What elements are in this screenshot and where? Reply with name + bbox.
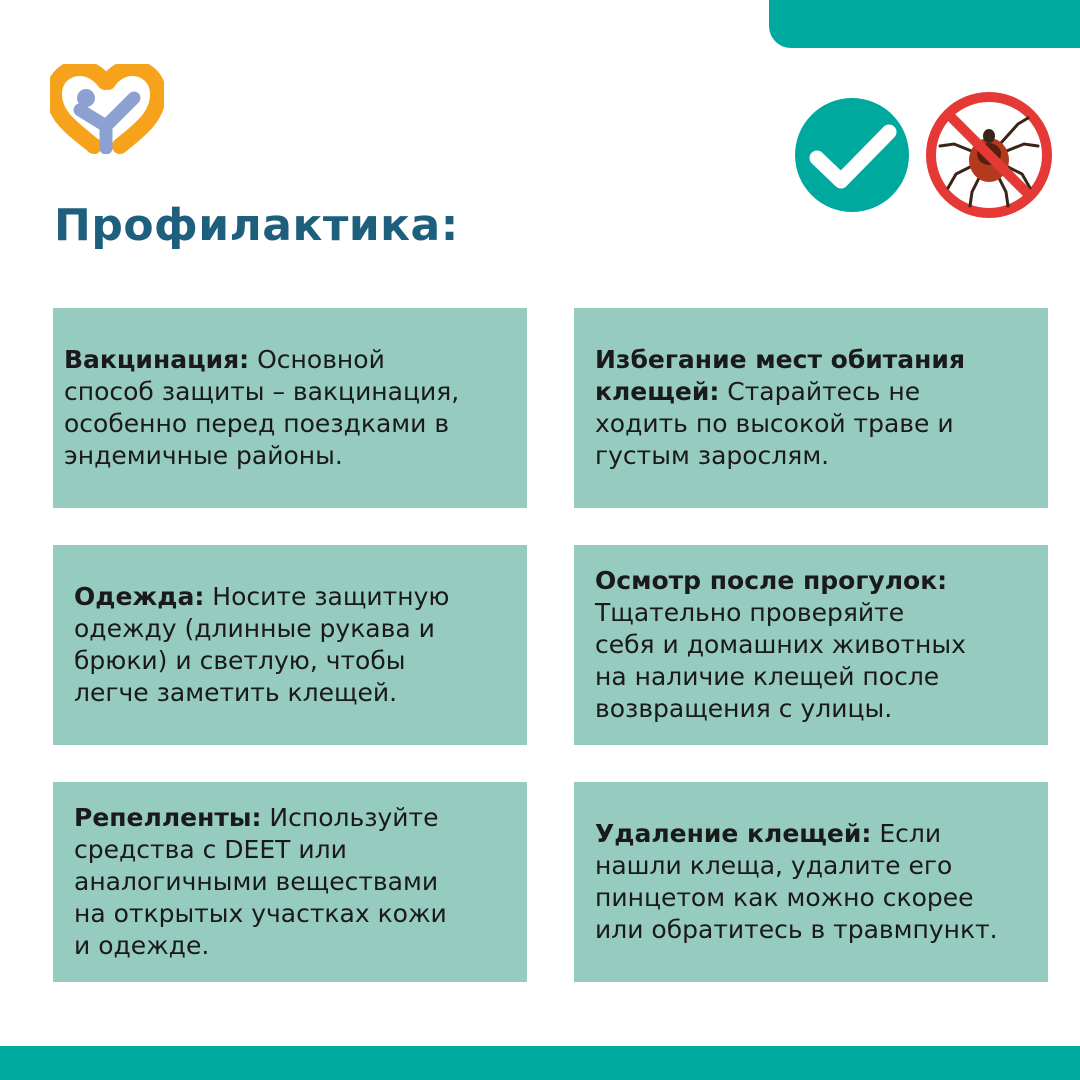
card-text	[595, 344, 965, 472]
card-line: средства с DEET или	[74, 835, 347, 864]
heart-person-logo	[50, 64, 164, 154]
card-tick-removal	[574, 782, 1048, 982]
card-line: на наличие клещей после	[595, 662, 940, 691]
top-accent-bar	[769, 0, 1080, 48]
card-line: Носите защитную	[204, 582, 450, 611]
card-line: Старайтесь не	[719, 377, 921, 406]
card-line: на открытых участках кожи	[74, 899, 447, 928]
card-heading-cont: клещей:	[595, 377, 720, 406]
card-line: Основной	[249, 345, 385, 374]
card-line: Тщательно проверяйте	[595, 598, 905, 627]
card-vaccination	[53, 308, 527, 508]
card-heading: Вакцинация:	[64, 345, 250, 374]
card-line: густым зарослям.	[595, 441, 830, 470]
no-tick-icon	[922, 88, 1056, 222]
bottom-accent-bar	[0, 1046, 1080, 1080]
card-line: легче заметить клещей.	[74, 678, 398, 707]
card-line: одежду (длинные рукава и	[74, 614, 435, 643]
card-heading: Осмотр после прогулок:	[595, 566, 948, 595]
card-text	[595, 818, 998, 946]
card-line: брюки) и светлую, чтобы	[74, 646, 406, 675]
page-title: Профилактика:	[54, 200, 459, 251]
card-inspection	[574, 545, 1048, 745]
card-clothing	[53, 545, 527, 745]
card-text	[74, 802, 447, 962]
card-text	[64, 344, 459, 472]
card-heading: Удаление клещей:	[595, 819, 872, 848]
card-heading: Избегание мест обитания	[595, 345, 965, 374]
card-line: эндемичные районы.	[64, 441, 343, 470]
card-line: себя и домашних животных	[595, 630, 966, 659]
card-line: Используйте	[261, 803, 439, 832]
card-line: аналогичными веществами	[74, 867, 439, 896]
card-heading: Одежда:	[74, 582, 205, 611]
card-avoid-habitats	[574, 308, 1048, 508]
card-text	[74, 581, 449, 709]
card-repellents	[53, 782, 527, 982]
card-line: пинцетом как можно скорее	[595, 883, 974, 912]
card-line: или обратитесь в травмпункт.	[595, 915, 998, 944]
card-line: нашли клеща, удалите его	[595, 851, 953, 880]
card-line: особенно перед поездками в	[64, 409, 450, 438]
check-circle-icon	[795, 98, 909, 212]
card-line: Если	[871, 819, 942, 848]
card-heading: Репелленты:	[74, 803, 262, 832]
card-line: способ защиты – вакцинация,	[64, 377, 460, 406]
card-text	[595, 565, 966, 725]
card-line: ходить по высокой траве и	[595, 409, 954, 438]
card-line: и одежде.	[74, 931, 210, 960]
card-line: возвращения с улицы.	[595, 694, 893, 723]
